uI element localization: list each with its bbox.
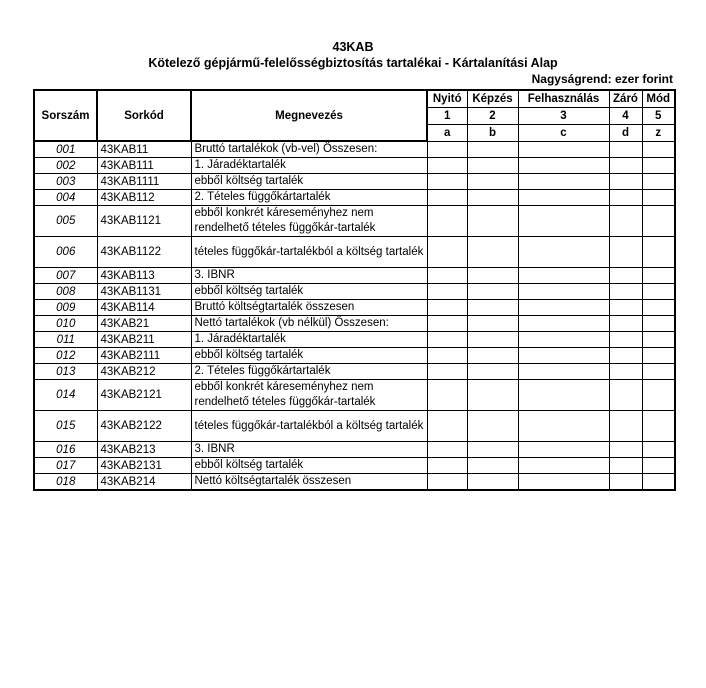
col-header-mod: Mód xyxy=(642,90,675,107)
row-name: tételes függőkár-tartalékból a költség tartalék xyxy=(191,237,427,268)
value-cell-zaro[interactable] xyxy=(609,380,642,411)
value-cell-felhasznalas[interactable] xyxy=(518,141,609,158)
col-letter: b xyxy=(467,124,518,141)
value-cell-nyito[interactable] xyxy=(427,141,467,158)
table-row xyxy=(34,268,675,284)
value-cell-zaro[interactable] xyxy=(609,348,642,364)
row-code: 43KAB2111 xyxy=(97,348,191,364)
value-cell-zaro[interactable] xyxy=(609,364,642,380)
value-cell-felhasznalas[interactable] xyxy=(518,268,609,284)
value-cell-zaro[interactable] xyxy=(609,141,642,158)
value-cell-kepzes[interactable] xyxy=(467,158,518,174)
table-body xyxy=(34,141,675,490)
value-cell-nyito[interactable] xyxy=(427,300,467,316)
row-number: 012 xyxy=(34,348,97,364)
table-row xyxy=(34,174,675,190)
value-cell-mod[interactable] xyxy=(642,158,675,174)
form-code: 43KAB xyxy=(332,40,374,54)
value-cell-nyito[interactable] xyxy=(427,364,467,380)
row-name: 2. Tételes függőkártartalék xyxy=(191,364,427,380)
value-cell-mod[interactable] xyxy=(642,174,675,190)
table-row xyxy=(34,237,675,268)
value-cell-kepzes[interactable] xyxy=(467,316,518,332)
value-cell-mod[interactable] xyxy=(642,364,675,380)
value-cell-nyito[interactable] xyxy=(427,284,467,300)
row-number: 017 xyxy=(34,458,97,474)
row-name: 1. Járadéktartalék xyxy=(191,332,427,348)
col-letter: z xyxy=(642,124,675,141)
value-cell-felhasznalas[interactable] xyxy=(518,190,609,206)
value-cell-zaro[interactable] xyxy=(609,300,642,316)
value-cell-zaro[interactable] xyxy=(609,411,642,442)
row-name: Bruttó tartalékok (vb-vel) Összesen: xyxy=(191,141,427,158)
row-name: 3. IBNR xyxy=(191,442,427,458)
value-cell-mod[interactable] xyxy=(642,141,675,158)
value-cell-nyito[interactable] xyxy=(427,442,467,458)
table-row xyxy=(34,442,675,458)
value-cell-mod[interactable] xyxy=(642,268,675,284)
row-number: 002 xyxy=(34,158,97,174)
value-cell-felhasznalas[interactable] xyxy=(518,474,609,491)
form-title: Kötelező gépjármű-felelősségbiztosítás tartalékai - Kártalanítási Alap xyxy=(148,56,558,70)
row-name: Nettó tartalékok (vb nélkül) Összesen: xyxy=(191,316,427,332)
value-cell-zaro[interactable] xyxy=(609,237,642,268)
value-cell-nyito[interactable] xyxy=(427,174,467,190)
value-cell-nyito[interactable] xyxy=(427,190,467,206)
row-number: 001 xyxy=(34,141,97,158)
value-cell-zaro[interactable] xyxy=(609,174,642,190)
row-name: 3. IBNR xyxy=(191,268,427,284)
table-row xyxy=(34,474,675,491)
row-code: 43KAB1121 xyxy=(97,206,191,237)
value-cell-zaro[interactable] xyxy=(609,206,642,237)
value-cell-mod[interactable] xyxy=(642,474,675,491)
value-cell-felhasznalas[interactable] xyxy=(518,206,609,237)
value-cell-nyito[interactable] xyxy=(427,348,467,364)
col-header-kepzes: Képzés xyxy=(467,90,518,107)
value-cell-felhasznalas[interactable] xyxy=(518,174,609,190)
value-cell-felhasznalas[interactable] xyxy=(518,284,609,300)
value-cell-mod[interactable] xyxy=(642,206,675,237)
row-code: 43KAB1122 xyxy=(97,237,191,268)
value-cell-kepzes[interactable] xyxy=(467,458,518,474)
col-number: 5 xyxy=(642,107,675,124)
row-name: ebből költség tartalék xyxy=(191,458,427,474)
table-row xyxy=(34,300,675,316)
row-name: tételes függőkár-tartalékból a költség tartalék xyxy=(191,411,427,442)
row-code: 43KAB2131 xyxy=(97,458,191,474)
table-row xyxy=(34,411,675,442)
row-number: 013 xyxy=(34,364,97,380)
row-number: 009 xyxy=(34,300,97,316)
col-header-zaro: Záró xyxy=(609,90,642,107)
table-row xyxy=(34,190,675,206)
value-cell-kepzes[interactable] xyxy=(467,206,518,237)
value-cell-kepzes[interactable] xyxy=(467,442,518,458)
row-number: 014 xyxy=(34,380,97,411)
value-cell-kepzes[interactable] xyxy=(467,411,518,442)
row-name: ebből konkrét káreseményhez nem rendelhető tételes függőkár-tartalék xyxy=(191,380,427,411)
value-cell-zaro[interactable] xyxy=(609,442,642,458)
value-cell-mod[interactable] xyxy=(642,380,675,411)
value-cell-nyito[interactable] xyxy=(427,158,467,174)
value-cell-mod[interactable] xyxy=(642,300,675,316)
row-number: 007 xyxy=(34,268,97,284)
col-number: 3 xyxy=(518,107,609,124)
header-row-labels xyxy=(34,90,675,107)
row-code: 43KAB213 xyxy=(97,442,191,458)
col-header-sorkod: Sorkód xyxy=(97,90,191,141)
value-cell-zaro[interactable] xyxy=(609,284,642,300)
value-cell-nyito[interactable] xyxy=(427,458,467,474)
row-name: ebből költség tartalék xyxy=(191,284,427,300)
value-cell-zaro[interactable] xyxy=(609,316,642,332)
value-cell-nyito[interactable] xyxy=(427,268,467,284)
col-header-nyito: Nyitó xyxy=(427,90,467,107)
table-row xyxy=(34,206,675,237)
row-name: ebből költség tartalék xyxy=(191,174,427,190)
value-cell-mod[interactable] xyxy=(642,237,675,268)
row-name: ebből konkrét káreseményhez nem rendelhető tételes függőkár-tartalék xyxy=(191,206,427,237)
col-number: 4 xyxy=(609,107,642,124)
value-cell-mod[interactable] xyxy=(642,458,675,474)
row-code: 43KAB2122 xyxy=(97,411,191,442)
row-name: ebből költség tartalék xyxy=(191,348,427,364)
value-cell-mod[interactable] xyxy=(642,442,675,458)
row-code: 43KAB1131 xyxy=(97,284,191,300)
table-row xyxy=(34,458,675,474)
report-table xyxy=(33,89,676,491)
value-cell-felhasznalas[interactable] xyxy=(518,442,609,458)
row-number: 006 xyxy=(34,237,97,268)
value-cell-felhasznalas[interactable] xyxy=(518,348,609,364)
value-cell-mod[interactable] xyxy=(642,284,675,300)
value-cell-felhasznalas[interactable] xyxy=(518,380,609,411)
value-cell-kepzes[interactable] xyxy=(467,364,518,380)
value-cell-kepzes[interactable] xyxy=(467,348,518,364)
value-cell-kepzes[interactable] xyxy=(467,380,518,411)
row-code: 43KAB2121 xyxy=(97,380,191,411)
table-row xyxy=(34,158,675,174)
value-cell-kepzes[interactable] xyxy=(467,300,518,316)
value-cell-felhasznalas[interactable] xyxy=(518,158,609,174)
row-number: 016 xyxy=(34,442,97,458)
value-cell-zaro[interactable] xyxy=(609,332,642,348)
table-row xyxy=(34,348,675,364)
value-cell-felhasznalas[interactable] xyxy=(518,332,609,348)
col-letter: d xyxy=(609,124,642,141)
value-cell-felhasznalas[interactable] xyxy=(518,364,609,380)
row-code: 43KAB211 xyxy=(97,332,191,348)
col-number: 1 xyxy=(427,107,467,124)
value-cell-mod[interactable] xyxy=(642,332,675,348)
row-code: 43KAB212 xyxy=(97,364,191,380)
value-cell-felhasznalas[interactable] xyxy=(518,458,609,474)
value-cell-felhasznalas[interactable] xyxy=(518,300,609,316)
table-row xyxy=(34,316,675,332)
value-cell-zaro[interactable] xyxy=(609,158,642,174)
value-cell-zaro[interactable] xyxy=(609,268,642,284)
row-name: 2. Tételes függőkártartalék xyxy=(191,190,427,206)
value-cell-zaro[interactable] xyxy=(609,458,642,474)
row-name: Nettó költségtartalék összesen xyxy=(191,474,427,491)
value-cell-nyito[interactable] xyxy=(427,206,467,237)
table-row xyxy=(34,364,675,380)
value-cell-kepzes[interactable] xyxy=(467,284,518,300)
row-number: 018 xyxy=(34,474,97,491)
row-number: 010 xyxy=(34,316,97,332)
col-header-felhasznalas: Felhasználás xyxy=(518,90,609,107)
value-cell-mod[interactable] xyxy=(642,411,675,442)
row-number: 003 xyxy=(34,174,97,190)
value-cell-kepzes[interactable] xyxy=(467,268,518,284)
row-code: 43KAB113 xyxy=(97,268,191,284)
row-code: 43KAB114 xyxy=(97,300,191,316)
row-code: 43KAB112 xyxy=(97,190,191,206)
value-cell-kepzes[interactable] xyxy=(467,474,518,491)
table-row xyxy=(34,284,675,300)
row-number: 005 xyxy=(34,206,97,237)
col-header-megnevezes: Megnevezés xyxy=(191,90,427,141)
value-cell-felhasznalas[interactable] xyxy=(518,411,609,442)
row-code: 43KAB214 xyxy=(97,474,191,491)
value-cell-felhasznalas[interactable] xyxy=(518,316,609,332)
col-letter: a xyxy=(427,124,467,141)
value-cell-kepzes[interactable] xyxy=(467,174,518,190)
table-row xyxy=(34,141,675,158)
value-cell-mod[interactable] xyxy=(642,316,675,332)
col-letter: c xyxy=(518,124,609,141)
value-cell-zaro[interactable] xyxy=(609,474,642,491)
row-number: 004 xyxy=(34,190,97,206)
value-cell-nyito[interactable] xyxy=(427,316,467,332)
value-cell-mod[interactable] xyxy=(642,190,675,206)
value-cell-kepzes[interactable] xyxy=(467,190,518,206)
col-header-sorszam: Sorszám xyxy=(34,90,97,141)
row-code: 43KAB111 xyxy=(97,158,191,174)
unit-label: Nagyságrend: ezer forint xyxy=(531,72,673,86)
value-cell-zaro[interactable] xyxy=(609,190,642,206)
row-name: Bruttó költségtartalék összesen xyxy=(191,300,427,316)
row-name: 1. Járadéktartalék xyxy=(191,158,427,174)
value-cell-felhasznalas[interactable] xyxy=(518,237,609,268)
row-code: 43KAB21 xyxy=(97,316,191,332)
row-number: 015 xyxy=(34,411,97,442)
row-code: 43KAB11 xyxy=(97,141,191,158)
row-code: 43KAB1111 xyxy=(97,174,191,190)
table-row xyxy=(34,332,675,348)
value-cell-nyito[interactable] xyxy=(427,474,467,491)
row-number: 011 xyxy=(34,332,97,348)
value-cell-nyito[interactable] xyxy=(427,380,467,411)
value-cell-nyito[interactable] xyxy=(427,332,467,348)
value-cell-nyito[interactable] xyxy=(427,411,467,442)
value-cell-nyito[interactable] xyxy=(427,237,467,268)
value-cell-kepzes[interactable] xyxy=(467,141,518,158)
row-number: 008 xyxy=(34,284,97,300)
value-cell-mod[interactable] xyxy=(642,348,675,364)
col-number: 2 xyxy=(467,107,518,124)
value-cell-kepzes[interactable] xyxy=(467,237,518,268)
table-row xyxy=(34,380,675,411)
value-cell-kepzes[interactable] xyxy=(467,332,518,348)
